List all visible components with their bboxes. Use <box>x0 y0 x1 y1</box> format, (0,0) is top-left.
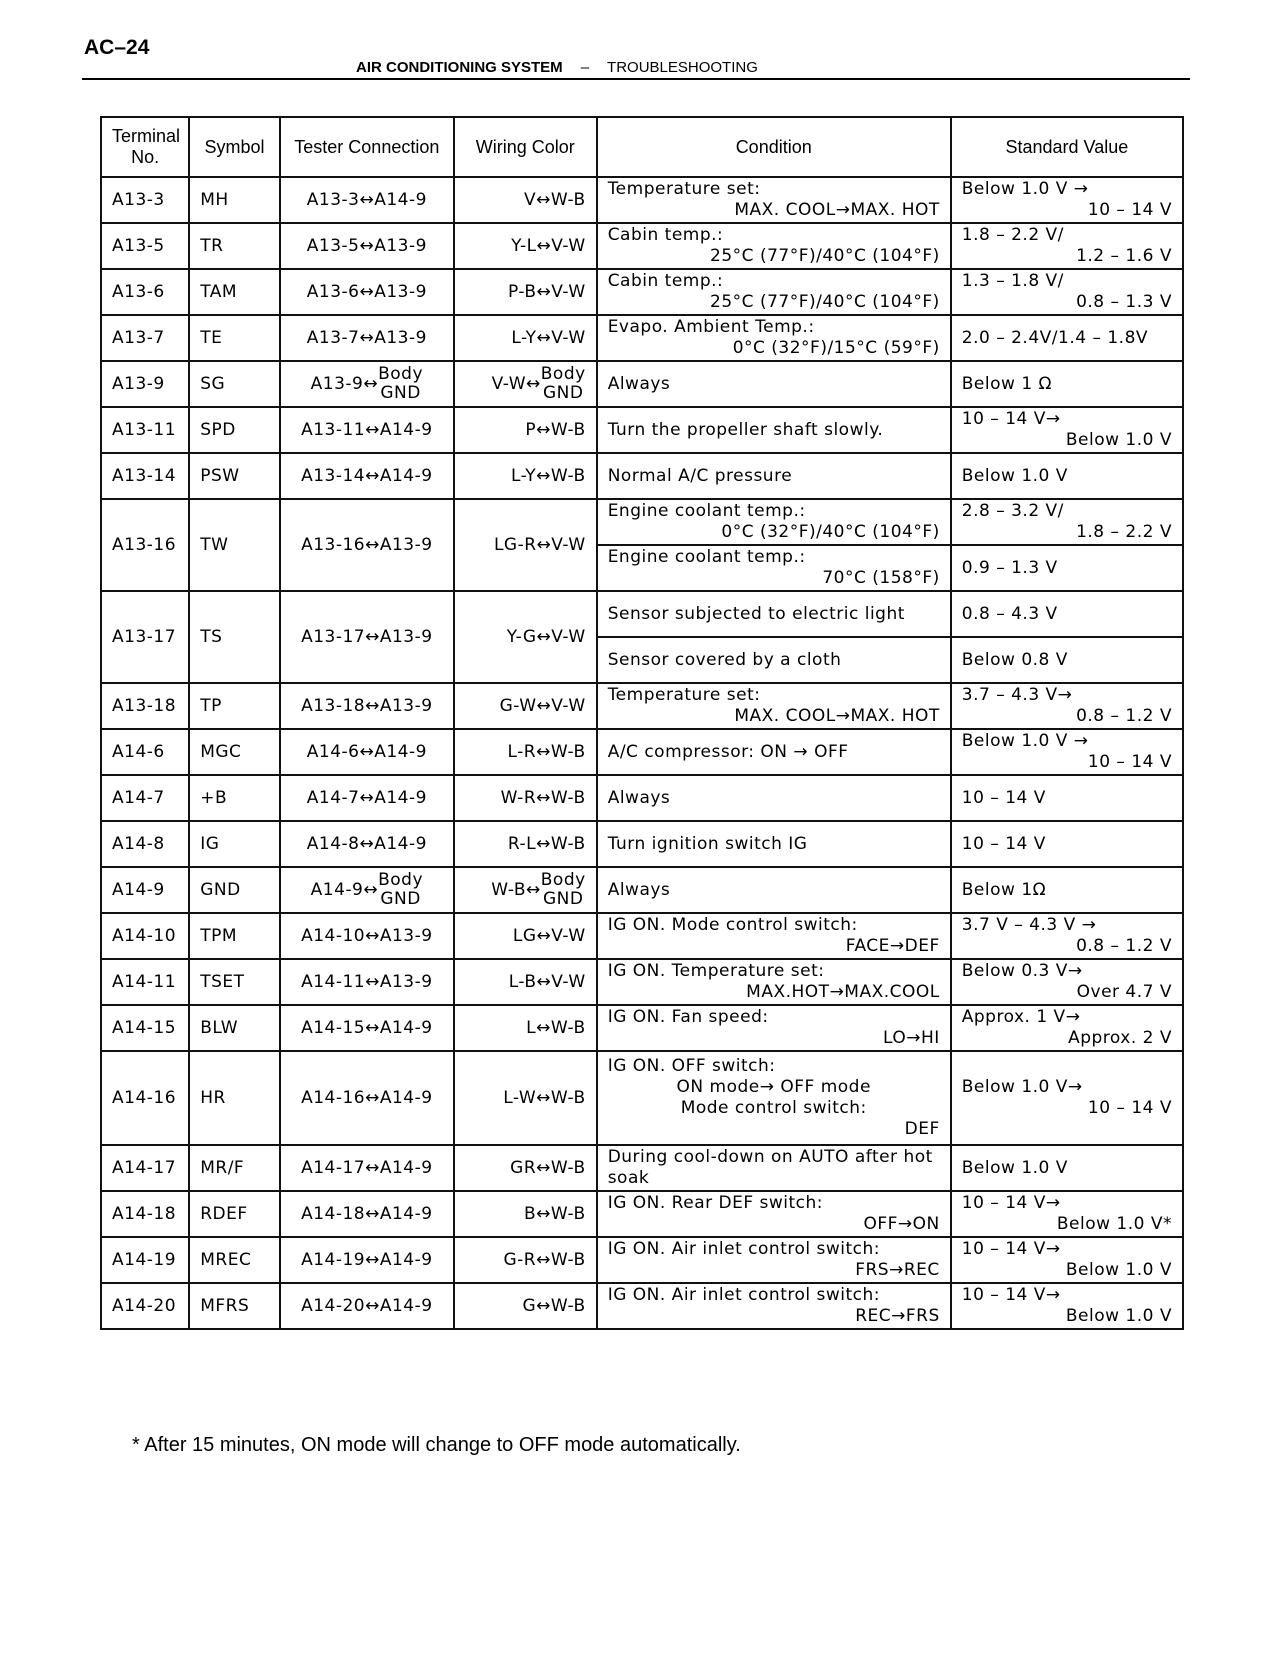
condition-line-1: Engine coolant temp.: <box>607 501 806 521</box>
value-line-1: 10 – 14 V <box>961 833 1046 854</box>
terminal-cell: A14-18 <box>101 1191 189 1237</box>
condition-cell <box>597 1051 951 1145</box>
value-line-1: 10 – 14 V→ <box>961 1285 1061 1305</box>
value-line-1: Below 1.0 V→ <box>961 1077 1083 1097</box>
condition-line-1: Cabin temp.: <box>607 271 724 291</box>
terminal-cell: A14-15 <box>101 1005 189 1051</box>
value-line-1: Below 1.0 V <box>961 1157 1068 1178</box>
value-line-1: 2.8 – 3.2 V/ <box>961 501 1064 521</box>
symbol-cell: TW <box>189 499 280 591</box>
value-line-1: 10 – 14 V <box>961 787 1046 808</box>
condition-cell <box>597 591 951 637</box>
symbol-cell: SPD <box>189 407 280 453</box>
tester-connection-cell: A14-10↔A13-9 <box>280 913 454 959</box>
col-header-tester: Tester Connection <box>280 117 454 177</box>
condition-cell <box>597 867 951 913</box>
symbol-cell: SG <box>189 361 280 407</box>
gnd-label: GND <box>380 383 421 403</box>
terminal-cell: A14-6 <box>101 729 189 775</box>
condition-line-end: 0°C (32°F)/40°C (104°F) <box>721 522 940 542</box>
table-row <box>101 1051 1183 1145</box>
condition-cell <box>597 269 951 315</box>
terminal-cell: A14-10 <box>101 913 189 959</box>
value-line-2: 10 – 14 V <box>1087 1098 1172 1118</box>
condition-cell <box>597 453 951 499</box>
symbol-cell: MH <box>189 177 280 223</box>
terminal-cell: A14-9 <box>101 867 189 913</box>
tester-connection-cell: A14-8↔A14-9 <box>280 821 454 867</box>
condition-line-1: Always <box>607 787 671 808</box>
condition-line-1: During cool-down on AUTO after hot soak <box>607 1147 933 1188</box>
value-line-2: Below 1.0 V <box>1065 1260 1172 1280</box>
condition-line-1: Always <box>607 879 671 900</box>
wiring-color-cell-terminal: V-W↔ <box>491 374 541 394</box>
terminal-cell: A13-16 <box>101 499 189 591</box>
value-line-1: Approx. 1 V→ <box>961 1007 1081 1027</box>
tester-connection-cell: A14-18↔A14-9 <box>280 1191 454 1237</box>
standard-value-cell <box>951 269 1183 315</box>
condition-line-1: Sensor subjected to electric light <box>607 603 905 624</box>
standard-value-cell <box>951 821 1183 867</box>
body-gnd-label <box>541 365 586 403</box>
condition-line-end: 70°C (158°F) <box>822 568 940 588</box>
terminal-cell: A13-17 <box>101 591 189 683</box>
tester-connection-cell: A13-11↔A14-9 <box>280 407 454 453</box>
wiring-color-cell: G-W↔V-W <box>454 683 597 729</box>
value-line-2: Below 1.0 V <box>1065 430 1172 450</box>
table-row <box>101 867 1183 913</box>
wiring-color-cell: P-B↔V-W <box>454 269 597 315</box>
standard-value-cell <box>951 637 1183 683</box>
body-label: Body <box>378 870 424 890</box>
standard-value-cell <box>951 959 1183 1005</box>
terminal-spec-table <box>100 116 1184 1330</box>
tester-connection-cell-terminal: A13-9↔ <box>310 374 379 394</box>
value-line-2: 1.8 – 2.2 V <box>1076 522 1172 542</box>
terminal-cell: A14-16 <box>101 1051 189 1145</box>
terminal-cell: A13-18 <box>101 683 189 729</box>
standard-value-cell <box>951 867 1183 913</box>
value-line-1: 10 – 14 V→ <box>961 409 1061 429</box>
tester-connection-cell: A13-5↔A13-9 <box>280 223 454 269</box>
value-line-2: 0.8 – 1.3 V <box>1076 292 1172 312</box>
tester-connection-cell: A13-16↔A13-9 <box>280 499 454 591</box>
header-separator: – <box>580 59 590 76</box>
terminal-cell: A13-5 <box>101 223 189 269</box>
wiring-color-cell: L↔W-B <box>454 1005 597 1051</box>
condition-line-1: Engine coolant temp.: <box>607 547 806 567</box>
table-row <box>101 361 1183 407</box>
table-row <box>101 1283 1183 1329</box>
tester-connection-cell: A14-11↔A13-9 <box>280 959 454 1005</box>
col-header-wiring: Wiring Color <box>454 117 597 177</box>
body-label: Body <box>540 364 586 384</box>
value-line-1: 3.7 V – 4.3 V → <box>961 915 1097 935</box>
symbol-cell: RDEF <box>189 1191 280 1237</box>
value-line-2: 0.8 – 1.2 V <box>1076 706 1172 726</box>
symbol-cell: TE <box>189 315 280 361</box>
symbol-cell: MR/F <box>189 1145 280 1191</box>
condition-line-end: MAX. COOL→MAX. HOT <box>734 200 940 220</box>
wiring-color-cell <box>454 867 597 913</box>
symbol-cell: IG <box>189 821 280 867</box>
standard-value-cell <box>951 361 1183 407</box>
footnote: * After 15 minutes, ON mode will change to OFF mode automatically. <box>132 1434 741 1456</box>
standard-value-cell <box>951 913 1183 959</box>
tester-connection-cell: A13-14↔A14-9 <box>280 453 454 499</box>
header-title <box>356 59 758 76</box>
condition-line-1: Temperature set: <box>607 685 761 705</box>
symbol-cell: TSET <box>189 959 280 1005</box>
condition-cell <box>597 1237 951 1283</box>
value-line-2: Approx. 2 V <box>1068 1028 1172 1048</box>
value-line-2: 10 – 14 V <box>1087 200 1172 220</box>
terminal-cell: A13-6 <box>101 269 189 315</box>
condition-line-end: LO→HI <box>882 1028 940 1048</box>
table-row <box>101 591 1183 637</box>
wiring-color-cell: L-R↔W-B <box>454 729 597 775</box>
standard-value-cell <box>951 453 1183 499</box>
symbol-cell: TAM <box>189 269 280 315</box>
terminal-cell: A14-20 <box>101 1283 189 1329</box>
table-row <box>101 775 1183 821</box>
terminal-cell: A14-7 <box>101 775 189 821</box>
wiring-color-cell: GR↔W-B <box>454 1145 597 1191</box>
value-line-2: 10 – 14 V <box>1087 752 1172 772</box>
condition-line-1: Evapo. Ambient Temp.: <box>607 317 815 337</box>
wiring-color-cell: LG-R↔V-W <box>454 499 597 591</box>
condition-cell <box>597 959 951 1005</box>
condition-cell <box>597 545 951 591</box>
tester-connection-cell: A13-17↔A13-9 <box>280 591 454 683</box>
standard-value-cell <box>951 591 1183 637</box>
standard-value-cell <box>951 177 1183 223</box>
condition-line-end: 0°C (32°F)/15°C (59°F) <box>732 338 940 358</box>
col-header-value: Standard Value <box>951 117 1183 177</box>
col-header-terminal: Terminal No. <box>101 117 189 177</box>
symbol-cell: MREC <box>189 1237 280 1283</box>
condition-line-1: IG ON. Fan speed: <box>607 1007 769 1027</box>
value-line-1: Below 1 Ω <box>961 373 1053 394</box>
terminal-cell: A13-14 <box>101 453 189 499</box>
subsection-title: TROUBLESHOOTING <box>607 59 758 76</box>
condition-cell <box>597 637 951 683</box>
wiring-color-cell: Y-G↔V-W <box>454 591 597 683</box>
standard-value-cell <box>951 1005 1183 1051</box>
table-row <box>101 729 1183 775</box>
gnd-label: GND <box>542 383 584 403</box>
symbol-cell: BLW <box>189 1005 280 1051</box>
gnd-label: GND <box>380 889 421 909</box>
standard-value-cell <box>951 315 1183 361</box>
value-line-1: Below 0.3 V→ <box>961 961 1083 981</box>
table-row <box>101 407 1183 453</box>
condition-cell <box>597 1191 951 1237</box>
wiring-color-cell: V↔W-B <box>454 177 597 223</box>
value-line-1: 1.3 – 1.8 V/ <box>961 271 1064 291</box>
col-header-condition: Condition <box>597 117 951 177</box>
wiring-color-cell: W-R↔W-B <box>454 775 597 821</box>
wiring-color-cell <box>454 361 597 407</box>
value-line-1: 1.8 – 2.2 V/ <box>961 225 1064 245</box>
tester-connection-cell: A14-15↔A14-9 <box>280 1005 454 1051</box>
terminal-cell: A14-19 <box>101 1237 189 1283</box>
wiring-color-cell: LG↔V-W <box>454 913 597 959</box>
body-gnd-label <box>378 365 423 403</box>
symbol-cell: MFRS <box>189 1283 280 1329</box>
table-row <box>101 959 1183 1005</box>
value-line-1: Below 1.0 V → <box>961 731 1089 751</box>
value-line-1: 3.7 – 4.3 V→ <box>961 685 1073 705</box>
condition-cell <box>597 177 951 223</box>
condition-line-1: Normal A/C pressure <box>607 465 793 486</box>
wiring-color-cell-terminal: W-B↔ <box>491 880 541 900</box>
body-label: Body <box>540 870 586 890</box>
value-line-1: Below 0.8 V <box>961 649 1068 670</box>
condition-line-end: OFF→ON <box>863 1214 940 1234</box>
tester-connection-cell: A13-18↔A13-9 <box>280 683 454 729</box>
condition-cell <box>597 1283 951 1329</box>
tester-connection-cell: A14-6↔A14-9 <box>280 729 454 775</box>
condition-line-1: IG ON. Mode control switch: <box>607 915 858 935</box>
value-line-2: 1.2 – 1.6 V <box>1076 246 1172 266</box>
table-row <box>101 315 1183 361</box>
condition-line-1: Turn the propeller shaft slowly. <box>607 419 884 440</box>
wiring-color-cell: P↔W-B <box>454 407 597 453</box>
wiring-color-cell: G↔W-B <box>454 1283 597 1329</box>
wiring-color-cell: G-R↔W-B <box>454 1237 597 1283</box>
wiring-color-cell: L-B↔V-W <box>454 959 597 1005</box>
symbol-cell: TPM <box>189 913 280 959</box>
symbol-cell: PSW <box>189 453 280 499</box>
value-line-2: 0.8 – 1.2 V <box>1076 936 1172 956</box>
condition-line-end: 25°C (77°F)/40°C (104°F) <box>710 292 940 312</box>
condition-cell <box>597 729 951 775</box>
symbol-cell: TP <box>189 683 280 729</box>
table-row <box>101 1005 1183 1051</box>
condition-line-end: 25°C (77°F)/40°C (104°F) <box>710 246 940 266</box>
value-line-1: Below 1.0 V <box>961 465 1068 486</box>
value-line-2: Below 1.0 V <box>1065 1306 1172 1326</box>
condition-line-2: ON mode→ OFF mode <box>676 1077 871 1097</box>
condition-line-end: REC→FRS <box>855 1306 940 1326</box>
condition-cell <box>597 683 951 729</box>
condition-cell <box>597 775 951 821</box>
condition-line-1: Sensor covered by a cloth <box>607 649 842 670</box>
tester-connection-cell: A14-17↔A14-9 <box>280 1145 454 1191</box>
table-row <box>101 223 1183 269</box>
condition-line-1: Always <box>607 373 671 394</box>
standard-value-cell <box>951 1283 1183 1329</box>
terminal-cell: A14-17 <box>101 1145 189 1191</box>
standard-value-cell <box>951 407 1183 453</box>
symbol-cell: HR <box>189 1051 280 1145</box>
terminal-cell: A13-9 <box>101 361 189 407</box>
condition-cell <box>597 1005 951 1051</box>
standard-value-cell <box>951 1191 1183 1237</box>
tester-connection-cell: A14-16↔A14-9 <box>280 1051 454 1145</box>
symbol-cell: MGC <box>189 729 280 775</box>
tester-connection-cell: A13-3↔A14-9 <box>280 177 454 223</box>
table-row <box>101 1237 1183 1283</box>
standard-value-cell <box>951 499 1183 545</box>
gnd-label: GND <box>542 889 584 909</box>
body-gnd-label <box>541 871 586 909</box>
symbol-cell: TS <box>189 591 280 683</box>
value-line-1: Below 1Ω <box>961 879 1047 900</box>
tester-connection-cell: A13-6↔A13-9 <box>280 269 454 315</box>
wiring-color-cell: L-Y↔V-W <box>454 315 597 361</box>
condition-line-1: IG ON. Temperature set: <box>607 961 825 981</box>
tester-connection-cell: A14-20↔A14-9 <box>280 1283 454 1329</box>
wiring-color-cell: R-L↔W-B <box>454 821 597 867</box>
condition-line-end: FACE→DEF <box>845 936 940 956</box>
table-row <box>101 821 1183 867</box>
standard-value-cell <box>951 683 1183 729</box>
body-gnd-label <box>378 871 423 909</box>
value-line-2: Over 4.7 V <box>1076 982 1172 1002</box>
wiring-color-cell: L-W↔W-B <box>454 1051 597 1145</box>
table-row <box>101 1191 1183 1237</box>
standard-value-cell <box>951 729 1183 775</box>
body-label: Body <box>378 364 424 384</box>
wiring-color-cell: B↔W-B <box>454 1191 597 1237</box>
tester-connection-cell: A14-7↔A14-9 <box>280 775 454 821</box>
condition-cell <box>597 223 951 269</box>
condition-line-end: MAX. COOL→MAX. HOT <box>734 706 940 726</box>
condition-line-1: IG ON. Rear DEF switch: <box>607 1193 824 1213</box>
value-line-1: 0.8 – 4.3 V <box>961 603 1058 624</box>
standard-value-cell <box>951 1145 1183 1191</box>
terminal-cell: A13-7 <box>101 315 189 361</box>
value-line-2: Below 1.0 V* <box>1056 1214 1172 1234</box>
condition-line-1: Turn ignition switch IG <box>607 833 808 854</box>
col-header-symbol: Symbol <box>189 117 280 177</box>
condition-cell <box>597 315 951 361</box>
value-line-1: 10 – 14 V→ <box>961 1193 1061 1213</box>
header-rule <box>82 78 1190 80</box>
table-row <box>101 177 1183 223</box>
table-row <box>101 453 1183 499</box>
condition-line-1: Cabin temp.: <box>607 225 724 245</box>
symbol-cell: TR <box>189 223 280 269</box>
table-row <box>101 269 1183 315</box>
condition-cell <box>597 913 951 959</box>
condition-line-end: FRS→REC <box>855 1260 940 1280</box>
table-row <box>101 1145 1183 1191</box>
table-header-row <box>101 117 1183 177</box>
standard-value-cell <box>951 1051 1183 1145</box>
section-title: AIR CONDITIONING SYSTEM <box>356 59 563 76</box>
condition-line-end: MAX.HOT→MAX.COOL <box>746 982 940 1002</box>
tester-connection-cell-terminal: A14-9↔ <box>310 880 379 900</box>
wiring-color-cell: Y-L↔V-W <box>454 223 597 269</box>
condition-line-3: Mode control switch: <box>680 1098 867 1118</box>
condition-cell <box>597 821 951 867</box>
terminal-cell: A14-11 <box>101 959 189 1005</box>
terminal-cell: A13-3 <box>101 177 189 223</box>
value-line-1: 0.9 – 1.3 V <box>961 557 1058 578</box>
symbol-cell: GND <box>189 867 280 913</box>
wiring-color-cell: L-Y↔W-B <box>454 453 597 499</box>
condition-line-1: IG ON. OFF switch: <box>607 1056 776 1076</box>
table-row <box>101 683 1183 729</box>
condition-cell <box>597 407 951 453</box>
page-number: AC–24 <box>84 36 150 59</box>
table-row <box>101 913 1183 959</box>
condition-line-1: IG ON. Air inlet control switch: <box>607 1239 881 1259</box>
condition-line-1: IG ON. Air inlet control switch: <box>607 1285 881 1305</box>
terminal-cell: A13-11 <box>101 407 189 453</box>
tester-connection-cell: A14-19↔A14-9 <box>280 1237 454 1283</box>
condition-line-1: Temperature set: <box>607 179 761 199</box>
standard-value-cell <box>951 775 1183 821</box>
condition-cell <box>597 1145 951 1191</box>
standard-value-cell <box>951 545 1183 591</box>
standard-value-cell <box>951 223 1183 269</box>
table-row <box>101 499 1183 545</box>
value-line-1: Below 1.0 V → <box>961 179 1089 199</box>
condition-cell <box>597 361 951 407</box>
symbol-cell: +B <box>189 775 280 821</box>
terminal-cell: A14-8 <box>101 821 189 867</box>
condition-line-1: A/C compressor: ON → OFF <box>607 741 849 762</box>
condition-line-end: DEF <box>904 1119 940 1139</box>
tester-connection-cell: A13-7↔A13-9 <box>280 315 454 361</box>
tester-connection-cell <box>280 867 454 913</box>
standard-value-cell <box>951 1237 1183 1283</box>
tester-connection-cell <box>280 361 454 407</box>
value-line-1: 10 – 14 V→ <box>961 1239 1061 1259</box>
condition-cell <box>597 499 951 545</box>
value-line-1: 2.0 – 2.4V/1.4 – 1.8V <box>961 327 1149 348</box>
